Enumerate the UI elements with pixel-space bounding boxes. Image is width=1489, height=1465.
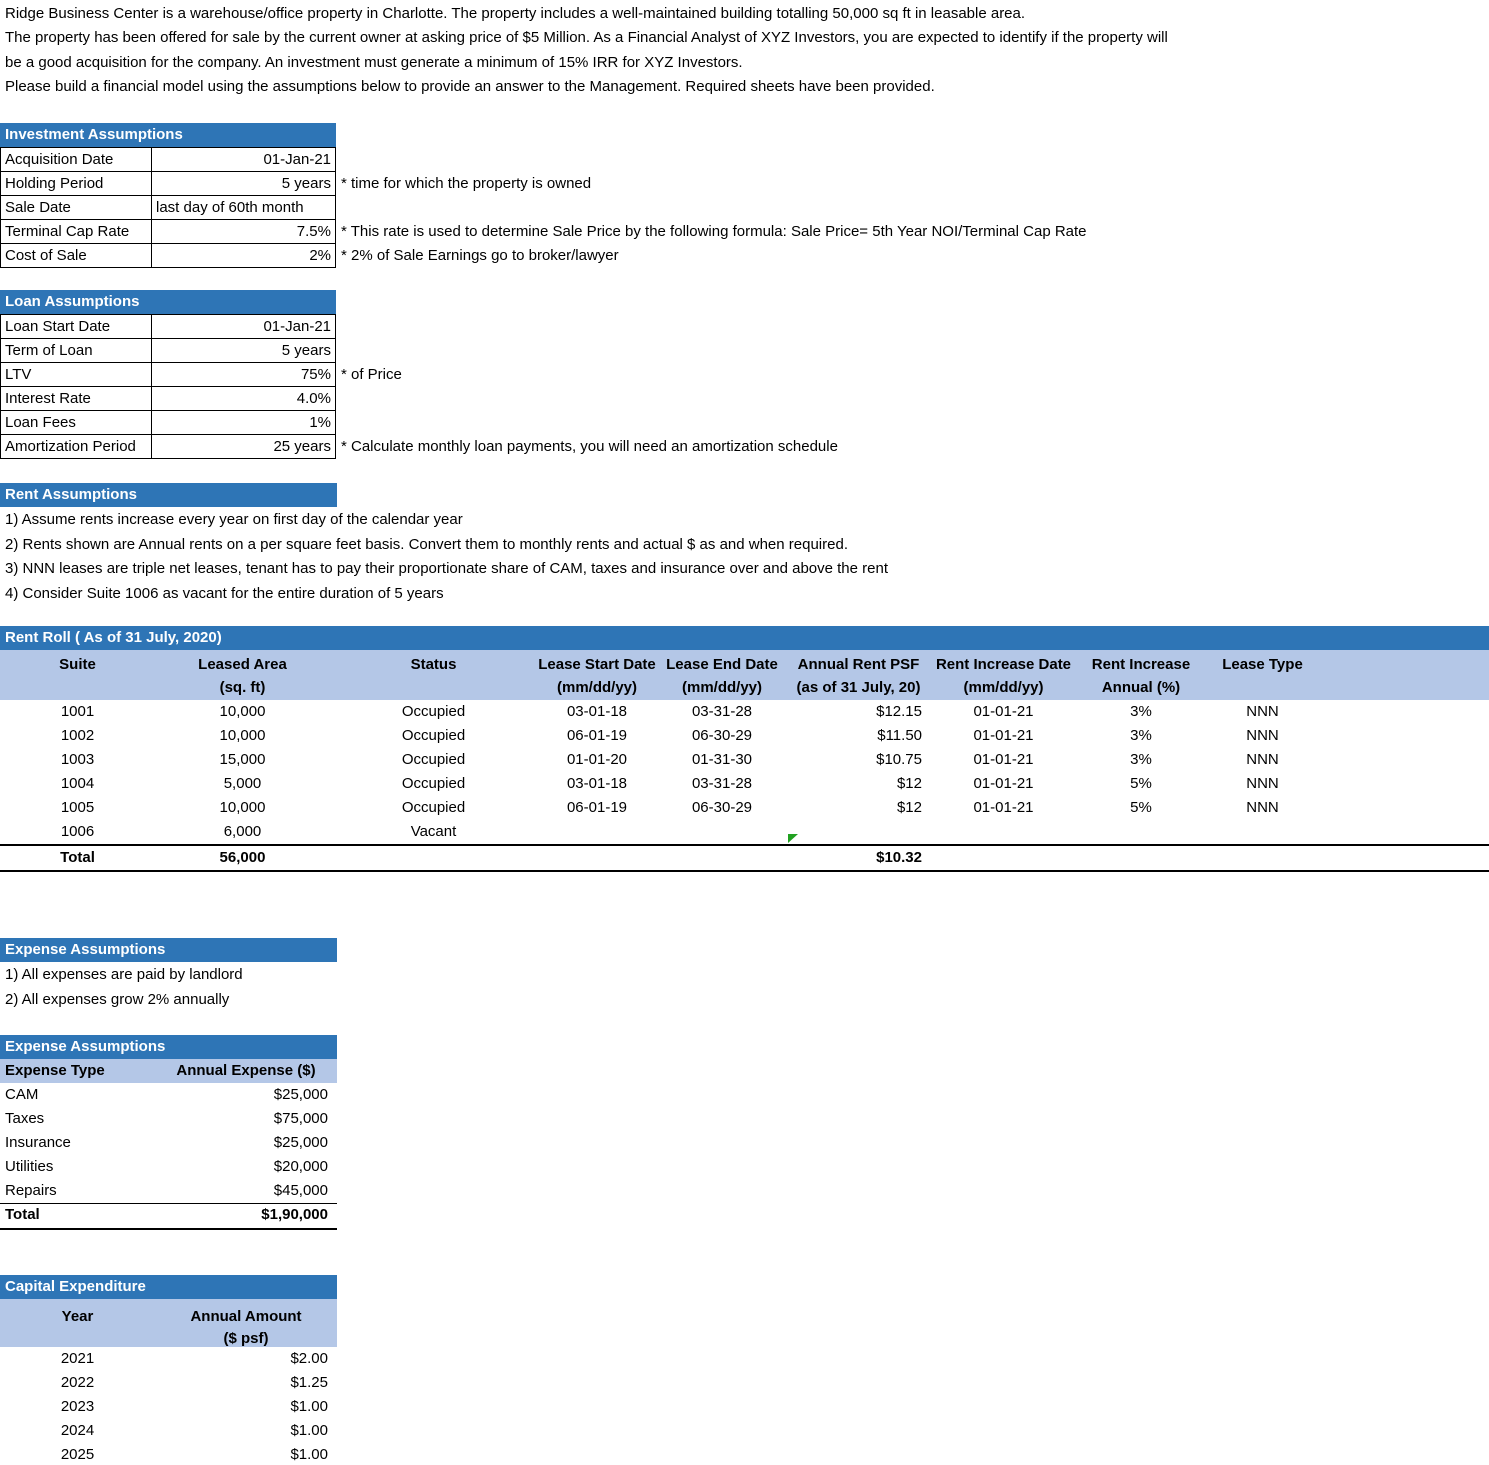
table-row	[0, 724, 1489, 748]
cell-suite: 1002	[60, 727, 95, 744]
cell-suite: 1005	[60, 799, 95, 816]
expense-table-title: Expense Assumptions	[0, 1035, 337, 1059]
col-header-expense-type: Expense Type	[5, 1062, 105, 1079]
expense-note: 2) All expenses grow 2% annually	[5, 990, 230, 1008]
cell-rent-increase-date: 01-01-21	[973, 775, 1034, 792]
table-row	[0, 196, 336, 220]
table-row	[0, 1179, 337, 1203]
table-row	[0, 1371, 337, 1395]
table-row	[0, 387, 336, 411]
row-value: 1%	[152, 411, 336, 434]
cell-lease-start: 06-01-19	[566, 727, 628, 744]
cell-annual-expense: $25,000	[273, 1134, 328, 1151]
table-row	[0, 315, 336, 339]
row-label: Cost of Sale	[0, 244, 152, 267]
intro-line-1: Ridge Business Center is a warehouse/office property in Charlotte. The property includes a well-maintained building totalling 50,000 sq ft in leasable area.	[5, 5, 1026, 22]
cell-rent-increase: 3%	[1130, 727, 1152, 744]
col-header-lease-start: Lease Start Date (mm/dd/yy)	[538, 656, 656, 696]
row-value: last day of 60th month	[152, 196, 336, 219]
row-value: 75%	[152, 363, 336, 386]
total-annual-expense: $1,90,000	[261, 1206, 328, 1223]
row-label: Sale Date	[0, 196, 152, 219]
col-header-lease-end: Lease End Date (mm/dd/yy)	[666, 656, 778, 696]
cell-annual-rent: $11.50	[877, 727, 922, 744]
expense-table-column-headers	[0, 1059, 337, 1083]
cell-year: 2025	[60, 1446, 95, 1463]
cell-annual-expense: $25,000	[273, 1086, 328, 1103]
row-comment: * Calculate monthly loan payments, you will need an amortization schedule	[341, 438, 838, 455]
cell-expense-type: Utilities	[5, 1158, 54, 1175]
cell-status: Occupied	[401, 703, 466, 720]
cell-annual-expense: $20,000	[273, 1158, 328, 1175]
cell-leased-area: 10,000	[219, 703, 266, 720]
loan-assumptions-title: Loan Assumptions	[0, 290, 336, 314]
rent-note: 1) Assume rents increase every year on first day of the calendar year	[5, 511, 463, 528]
cell-lease-start	[537, 820, 657, 844]
table-row	[0, 411, 336, 435]
row-value: 01-Jan-21	[152, 315, 336, 338]
expense-note: 1) All expenses are paid by landlord	[5, 966, 243, 983]
rent-roll-column-headers	[0, 650, 1489, 700]
cell-annual-expense: $75,000	[273, 1110, 328, 1127]
cell-suite: 1001	[60, 703, 95, 720]
cell-rent-increase: 5%	[1130, 775, 1152, 792]
cell-year: 2024	[60, 1422, 95, 1439]
cell-annual-expense: $45,000	[273, 1182, 328, 1199]
table-row	[0, 339, 336, 363]
cell-lease-type: NNN	[1246, 751, 1279, 768]
row-value: 01-Jan-21	[152, 148, 336, 171]
cell-year: 2022	[60, 1374, 95, 1391]
cell-status: Occupied	[401, 775, 466, 792]
cell-status: Occupied	[401, 799, 466, 816]
cell-annual-amount: $1.00	[290, 1422, 328, 1439]
row-label: Loan Fees	[0, 411, 152, 434]
cell-lease-type: NNN	[1246, 703, 1279, 720]
table-row	[0, 363, 402, 387]
table-row	[0, 435, 838, 459]
capital-expenditure-title: Capital Expenditure	[0, 1275, 337, 1299]
table-row	[0, 172, 592, 196]
cell-lease-end: 03-31-28	[691, 775, 753, 792]
cell-suite: 1006	[60, 823, 95, 840]
rent-roll-title: Rent Roll ( As of 31 July, 2020)	[0, 626, 1489, 650]
cell-suite: 1003	[60, 751, 95, 768]
table-row	[0, 772, 1489, 796]
row-value: 5 years	[152, 172, 336, 195]
cell-lease-start: 06-01-19	[566, 799, 628, 816]
cell-lease-type: NNN	[1246, 799, 1279, 816]
col-header-annual-rent: Annual Rent PSF (as of 31 July, 20)	[796, 656, 921, 696]
col-header-year: Year	[61, 1308, 94, 1325]
row-value: 25 years	[152, 435, 336, 458]
table-row	[0, 1083, 337, 1107]
table-row	[0, 1131, 337, 1155]
cell-lease-end: 03-31-28	[691, 703, 753, 720]
col-header-lease-type: Lease Type	[1222, 656, 1303, 673]
cell-expense-type: Insurance	[5, 1134, 71, 1151]
cell-leased-area: 5,000	[223, 775, 262, 792]
cell-year: 2023	[60, 1398, 95, 1415]
table-row	[0, 220, 1087, 244]
table-row	[0, 1419, 337, 1443]
row-label: Term of Loan	[0, 339, 152, 362]
total-label: Total	[5, 1206, 40, 1223]
table-row	[0, 1443, 337, 1465]
cell-annual-rent: $12	[896, 799, 922, 816]
table-row	[0, 700, 1489, 724]
row-label: Amortization Period	[0, 435, 152, 458]
cell-status: Occupied	[401, 727, 466, 744]
table-row	[0, 820, 1489, 844]
cell-status: Occupied	[401, 751, 466, 768]
cell-leased-area: 10,000	[219, 799, 266, 816]
col-header-annual-amount: Annual Amount ($ psf)	[190, 1308, 302, 1347]
cell-lease-end	[657, 820, 787, 844]
table-row	[0, 748, 1489, 772]
cell-rent-increase: 3%	[1130, 703, 1152, 720]
cell-rent-increase-date: 01-01-21	[973, 703, 1034, 720]
row-label: Interest Rate	[0, 387, 152, 410]
cell-year: 2021	[60, 1350, 95, 1367]
table-row	[0, 1347, 337, 1371]
cell-rent-increase-date	[930, 820, 1077, 844]
expense-assumptions-notes-section	[0, 938, 337, 1012]
cell-lease-type: NNN	[1246, 727, 1279, 744]
cell-annual-rent: $12.15	[876, 703, 922, 720]
col-header-rent-increase: Rent Increase Annual (%)	[1091, 656, 1191, 696]
cell-annual-amount: $1.00	[290, 1398, 328, 1415]
col-header-rent-increase-date: Rent Increase Date (mm/dd/yy)	[935, 656, 1072, 696]
row-comment: * of Price	[341, 366, 402, 383]
row-label: Acquisition Date	[0, 148, 152, 171]
capital-expenditure-section	[0, 1275, 337, 1465]
expense-assumptions-table-section	[0, 1035, 337, 1230]
table-row	[0, 1107, 337, 1131]
total-annual-rent: $10.32	[876, 849, 922, 866]
row-label: Terminal Cap Rate	[0, 220, 152, 243]
row-label: LTV	[0, 363, 152, 386]
rent-note: 3) NNN leases are triple net leases, tenant has to pay their proportionate share of CAM, taxes and insurance over and above the rent	[5, 560, 889, 577]
row-comment: * time for which the property is owned	[341, 175, 592, 192]
cell-rent-increase-date: 01-01-21	[973, 727, 1034, 744]
cell-expense-type: Repairs	[5, 1182, 57, 1199]
table-row	[0, 148, 336, 172]
intro-paragraph	[5, 2, 1168, 100]
cell-leased-area: 15,000	[219, 751, 266, 768]
col-header-leased-area: Leased Area (sq. ft)	[198, 656, 287, 696]
expense-total-row	[0, 1203, 337, 1230]
intro-line-3: be a good acquisition for the company. An investment must generate a minimum of 15% IRR for XYZ Investors.	[5, 53, 743, 71]
table-row	[0, 1395, 337, 1419]
cell-rent-increase	[1077, 820, 1205, 844]
col-header-status: Status	[410, 656, 457, 673]
cell-rent-increase-date: 01-01-21	[973, 799, 1034, 816]
cell-lease-end: 01-31-30	[691, 751, 753, 768]
cell-lease-start: 03-01-18	[566, 775, 628, 792]
cell-annual-rent	[787, 820, 930, 844]
intro-line-2: The property has been offered for sale by the current owner at asking price of $5 Million. As a Financial Analyst of XYZ Investors, you are expected to identify if the property will	[5, 29, 1168, 47]
expense-assumptions-title: Expense Assumptions	[0, 938, 337, 962]
row-label: Holding Period	[0, 172, 152, 195]
cell-status: Vacant	[410, 823, 457, 840]
capex-column-headers	[0, 1299, 337, 1347]
rent-roll-section	[0, 626, 1489, 872]
cell-lease-end: 06-30-29	[691, 727, 753, 744]
cell-annual-rent: $12	[896, 775, 922, 792]
cell-annual-rent: $10.75	[876, 751, 922, 768]
col-header-suite: Suite	[59, 656, 96, 673]
table-row	[0, 244, 619, 268]
cell-lease-type: NNN	[1246, 775, 1279, 792]
rent-note: 2) Rents shown are Annual rents on a per square feet basis. Convert them to monthly rents and actual $ as and when required.	[5, 535, 848, 553]
cell-expense-type: CAM	[5, 1086, 39, 1103]
total-label: Total	[60, 849, 95, 866]
rent-note: 4) Consider Suite 1006 as vacant for the entire duration of 5 years	[5, 584, 444, 602]
cell-expense-type: Taxes	[5, 1110, 45, 1127]
cell-comment-flag-icon	[788, 834, 798, 843]
rent-assumptions-title: Rent Assumptions	[0, 483, 337, 507]
cell-lease-end: 06-30-29	[691, 799, 753, 816]
cell-leased-area: 10,000	[219, 727, 266, 744]
cell-lease-start: 01-01-20	[566, 751, 628, 768]
table-row	[0, 1155, 337, 1179]
cell-rent-increase: 5%	[1130, 799, 1152, 816]
col-header-annual-expense: Annual Expense ($)	[176, 1062, 316, 1079]
investment-assumptions-section	[0, 123, 1087, 268]
cell-leased-area: 6,000	[223, 823, 262, 840]
rent-roll-total-row	[0, 844, 1489, 872]
cell-annual-amount: $2.00	[290, 1350, 328, 1367]
cell-annual-amount: $1.25	[290, 1374, 328, 1391]
row-value: 5 years	[152, 339, 336, 362]
row-value: 2%	[152, 244, 336, 267]
rent-assumptions-section	[0, 483, 888, 606]
row-value: 4.0%	[152, 387, 336, 410]
row-comment: * This rate is used to determine Sale Price by the following formula: Sale Price= 5th Year NOI/Terminal Cap Rate	[341, 223, 1087, 240]
total-leased-area: 56,000	[219, 849, 266, 866]
cell-suite: 1004	[60, 775, 95, 792]
investment-assumptions-title: Investment Assumptions	[0, 123, 336, 147]
cell-rent-increase-date: 01-01-21	[973, 751, 1034, 768]
cell-annual-amount: $1.00	[290, 1446, 328, 1463]
row-value: 7.5%	[152, 220, 336, 243]
loan-assumptions-section	[0, 290, 838, 459]
row-comment: * 2% of Sale Earnings go to broker/lawyer	[341, 247, 619, 264]
cell-lease-type	[1205, 820, 1320, 844]
cell-lease-start: 03-01-18	[566, 703, 628, 720]
row-label: Loan Start Date	[0, 315, 152, 338]
intro-line-4: Please build a financial model using the assumptions below to provide an answer to the Management. Required sheets have been provided.	[5, 78, 935, 96]
table-row	[0, 796, 1489, 820]
cell-rent-increase: 3%	[1130, 751, 1152, 768]
